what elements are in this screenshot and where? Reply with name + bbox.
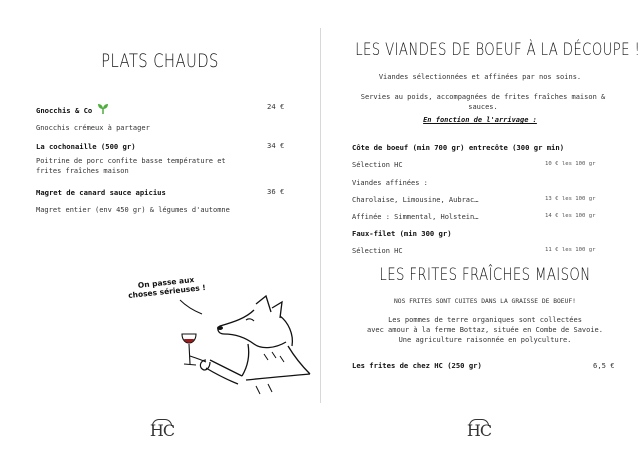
frites-text-3: Une agriculture raisonnée en polyculture. [398, 336, 572, 344]
page-divider [320, 28, 321, 403]
wolf-illustration [176, 294, 316, 404]
item-price-gnocchis: 24 € [267, 102, 285, 111]
line-viandes-affinees: Viandes affinées : [352, 179, 428, 187]
frites-item-price: 6,5 € [593, 361, 615, 370]
frites-title: LES FRITES FRAÎCHES MAISON [379, 265, 591, 285]
item-price-magret: 36 € [267, 187, 285, 196]
frites-text-1: Les pommes de terre organiques sont collectées [388, 316, 582, 324]
right-title: LES VIANDES DE BOEUF À LA DÉCOUPE ! [355, 40, 640, 60]
line-faux-filet-selection: Sélection HC [352, 247, 403, 255]
leaf-icon [97, 104, 109, 114]
left-title: PLATS CHAUDS [101, 50, 219, 72]
intro-line-2: Servies au poids, accompagnées de frites fraîches maison & sauces. [360, 93, 606, 111]
item-name-magret: Magret de canard sauce apicius [36, 188, 166, 197]
intro-line-1: Viandes sélectionnées et affinées par nos soins. [378, 73, 582, 81]
item-name-gnocchis: Gnocchis & Co [36, 104, 109, 115]
item-name-cochonaille: La cochonaille (500 gr) [36, 142, 136, 151]
frites-caps-text: NOS FRITES SONT CUITES DANS LA GRAISSE DE BOEUF! [394, 298, 576, 305]
item-desc-gnocchis: Gnocchis crémeux à partager [36, 124, 150, 132]
item-desc-magret: Magret entier (env 450 gr) & légumes d'automne [36, 206, 230, 214]
price-affinee: 14 € les 100 gr [545, 213, 596, 219]
speech-bubble-text: On passe aux choses sérieuses ! [127, 275, 207, 301]
frites-item-name: Les frites de chez HC (250 gr) [352, 361, 482, 370]
item-desc-cochonaille: Poitrine de porc confite basse température et frites fraîches maison [36, 157, 226, 175]
line-charolaise: Charolaise, Limousine, Aubrac… [352, 196, 479, 204]
faux-filet-heading: Faux-filet (min 300 gr) [352, 229, 452, 238]
price-charolaise: 13 € les 100 gr [545, 196, 596, 202]
arrivage-heading: En fonction de l'arrivage : [423, 116, 537, 124]
frites-text-2: avec amour à la ferme Bottaz, située en Combe de Savoie. [366, 326, 603, 334]
line-selection-hc: Sélection HC [352, 161, 403, 169]
cote-heading: Côte de boeuf (min 700 gr) entrecôte (300 gr min) [352, 143, 565, 152]
price-selection-hc: 10 € les 100 gr [545, 161, 596, 167]
price-faux-filet: 11 € les 100 gr [545, 247, 596, 253]
hc-logo-right: HC [466, 421, 492, 440]
hc-logo-left: HC [149, 421, 175, 440]
line-affinee: Affinée : Simmental, Holstein… [352, 213, 479, 221]
item-price-cochonaille: 34 € [267, 141, 285, 150]
